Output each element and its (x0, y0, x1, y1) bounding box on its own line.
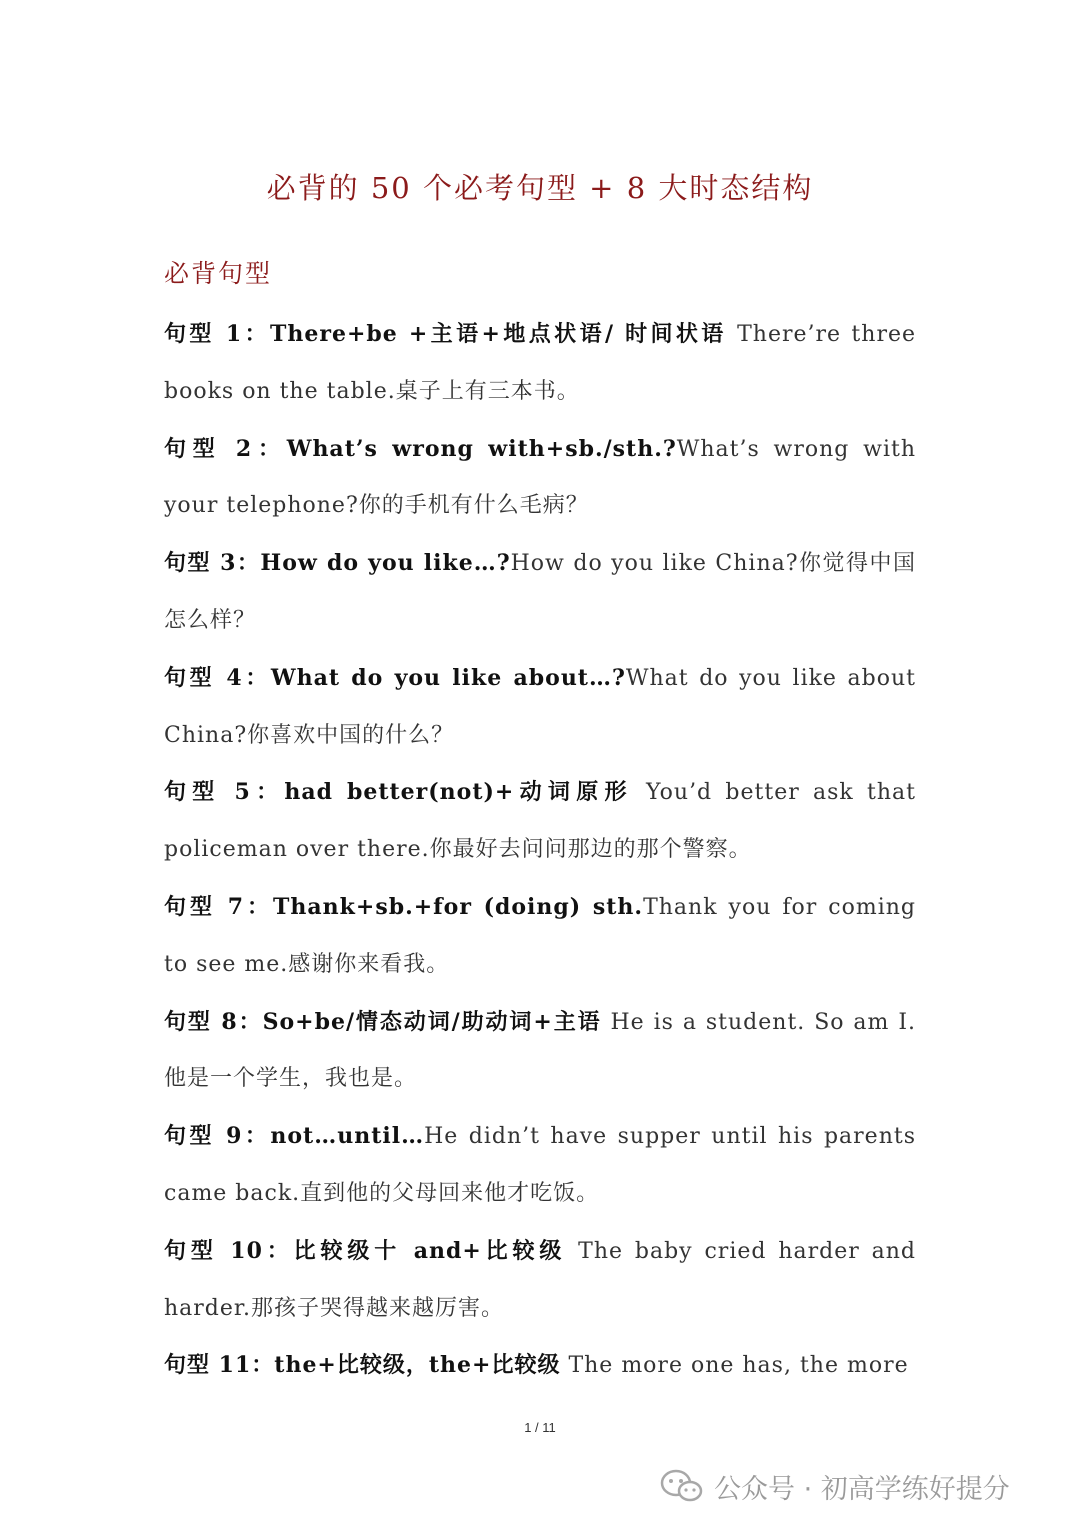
pattern-label: 句型 3： (164, 550, 261, 577)
pattern-translation: 他是一个学生，我也是。 (164, 1066, 418, 1092)
pattern-item (164, 421, 916, 536)
pattern-formula: 比较级十 and+比较级 (293, 1237, 567, 1264)
pattern-label: 句型 5： (164, 779, 285, 806)
pattern-example: The baby cried harder and harder. (164, 1238, 916, 1321)
pattern-example: The more one has, the more (560, 1353, 909, 1379)
pattern-example: There’re three books on the table. (164, 322, 916, 404)
pattern-label: 句型 9： (164, 1123, 271, 1150)
pattern-label: 句型 10： (164, 1237, 294, 1264)
pattern-label: 句型 8： (164, 1008, 263, 1035)
pattern-list (164, 306, 916, 1395)
pattern-label: 句型 2： (164, 435, 287, 462)
pattern-formula: not…until… (270, 1123, 425, 1150)
pattern-example: He is a student. So am I. (601, 1009, 917, 1035)
section-heading: 必背句型 (164, 259, 273, 288)
pattern-formula: Thank+sb.+for (doing) sth. (273, 893, 644, 920)
pattern-translation: 你觉得中国怎么样？ (164, 551, 916, 633)
watermark-text: 公众号 · 初高学练好提分 (714, 1473, 1010, 1505)
watermark (660, 1466, 1010, 1506)
page-number: 1 / 11 (524, 1420, 556, 1435)
pattern-example: You’d better ask that policeman over there. (164, 780, 916, 863)
pattern-translation: 桌子上有三本书。 (395, 378, 580, 404)
pattern-translation: 直到他的父母回来他才吃饭。 (300, 1180, 600, 1206)
pattern-label: 句型 11： (164, 1352, 275, 1379)
pattern-item (164, 650, 916, 765)
pattern-formula: How do you like…? (260, 550, 511, 577)
page-title: 必背的 50 个必考句型 + 8 大时态结构 (266, 171, 814, 205)
pattern-item (164, 994, 916, 1109)
pattern-item (164, 306, 916, 421)
pattern-label: 句型 7： (164, 893, 274, 920)
pattern-translation: 你的手机有什么毛病？ (358, 493, 589, 519)
pattern-formula: So+be/情态动词/助动词+主语 (262, 1008, 602, 1035)
pattern-translation: 感谢你来看我。 (288, 951, 450, 977)
wechat-icon (660, 1468, 704, 1504)
pattern-example: He didn’t have supper until his parents came back. (164, 1124, 917, 1206)
pattern-formula: the+比较级，the+比较级 (274, 1352, 561, 1379)
pattern-item (164, 535, 916, 650)
pattern-item (164, 1223, 916, 1338)
pattern-label: 句型 1： (164, 321, 271, 347)
pattern-item (164, 1108, 916, 1223)
pattern-formula: What do you like about…? (270, 664, 626, 691)
pattern-formula: What’s wrong with+sb./sth.? (286, 435, 677, 462)
pattern-example: Thank you for coming to see me. (164, 894, 917, 977)
pattern-example: What’s wrong with your telephone? (164, 436, 916, 519)
pattern-item (164, 879, 916, 994)
pattern-item (164, 1337, 916, 1395)
pattern-label: 句型 4： (164, 664, 271, 691)
pattern-translation: 你喜欢中国的什么？ (247, 722, 455, 748)
pattern-translation: 你最好去问问那边的那个警察。 (429, 837, 752, 863)
pattern-item (164, 764, 916, 879)
pattern-translation: 那孩子哭得越来越厉害。 (251, 1295, 505, 1321)
pattern-formula: had better(not)+动词原形 (284, 779, 633, 806)
pattern-example: What do you like about China? (164, 665, 916, 748)
pattern-formula: There+be +主语+地点状语/ 时间状语 (270, 321, 727, 347)
pattern-example: How do you like China? (510, 551, 799, 577)
